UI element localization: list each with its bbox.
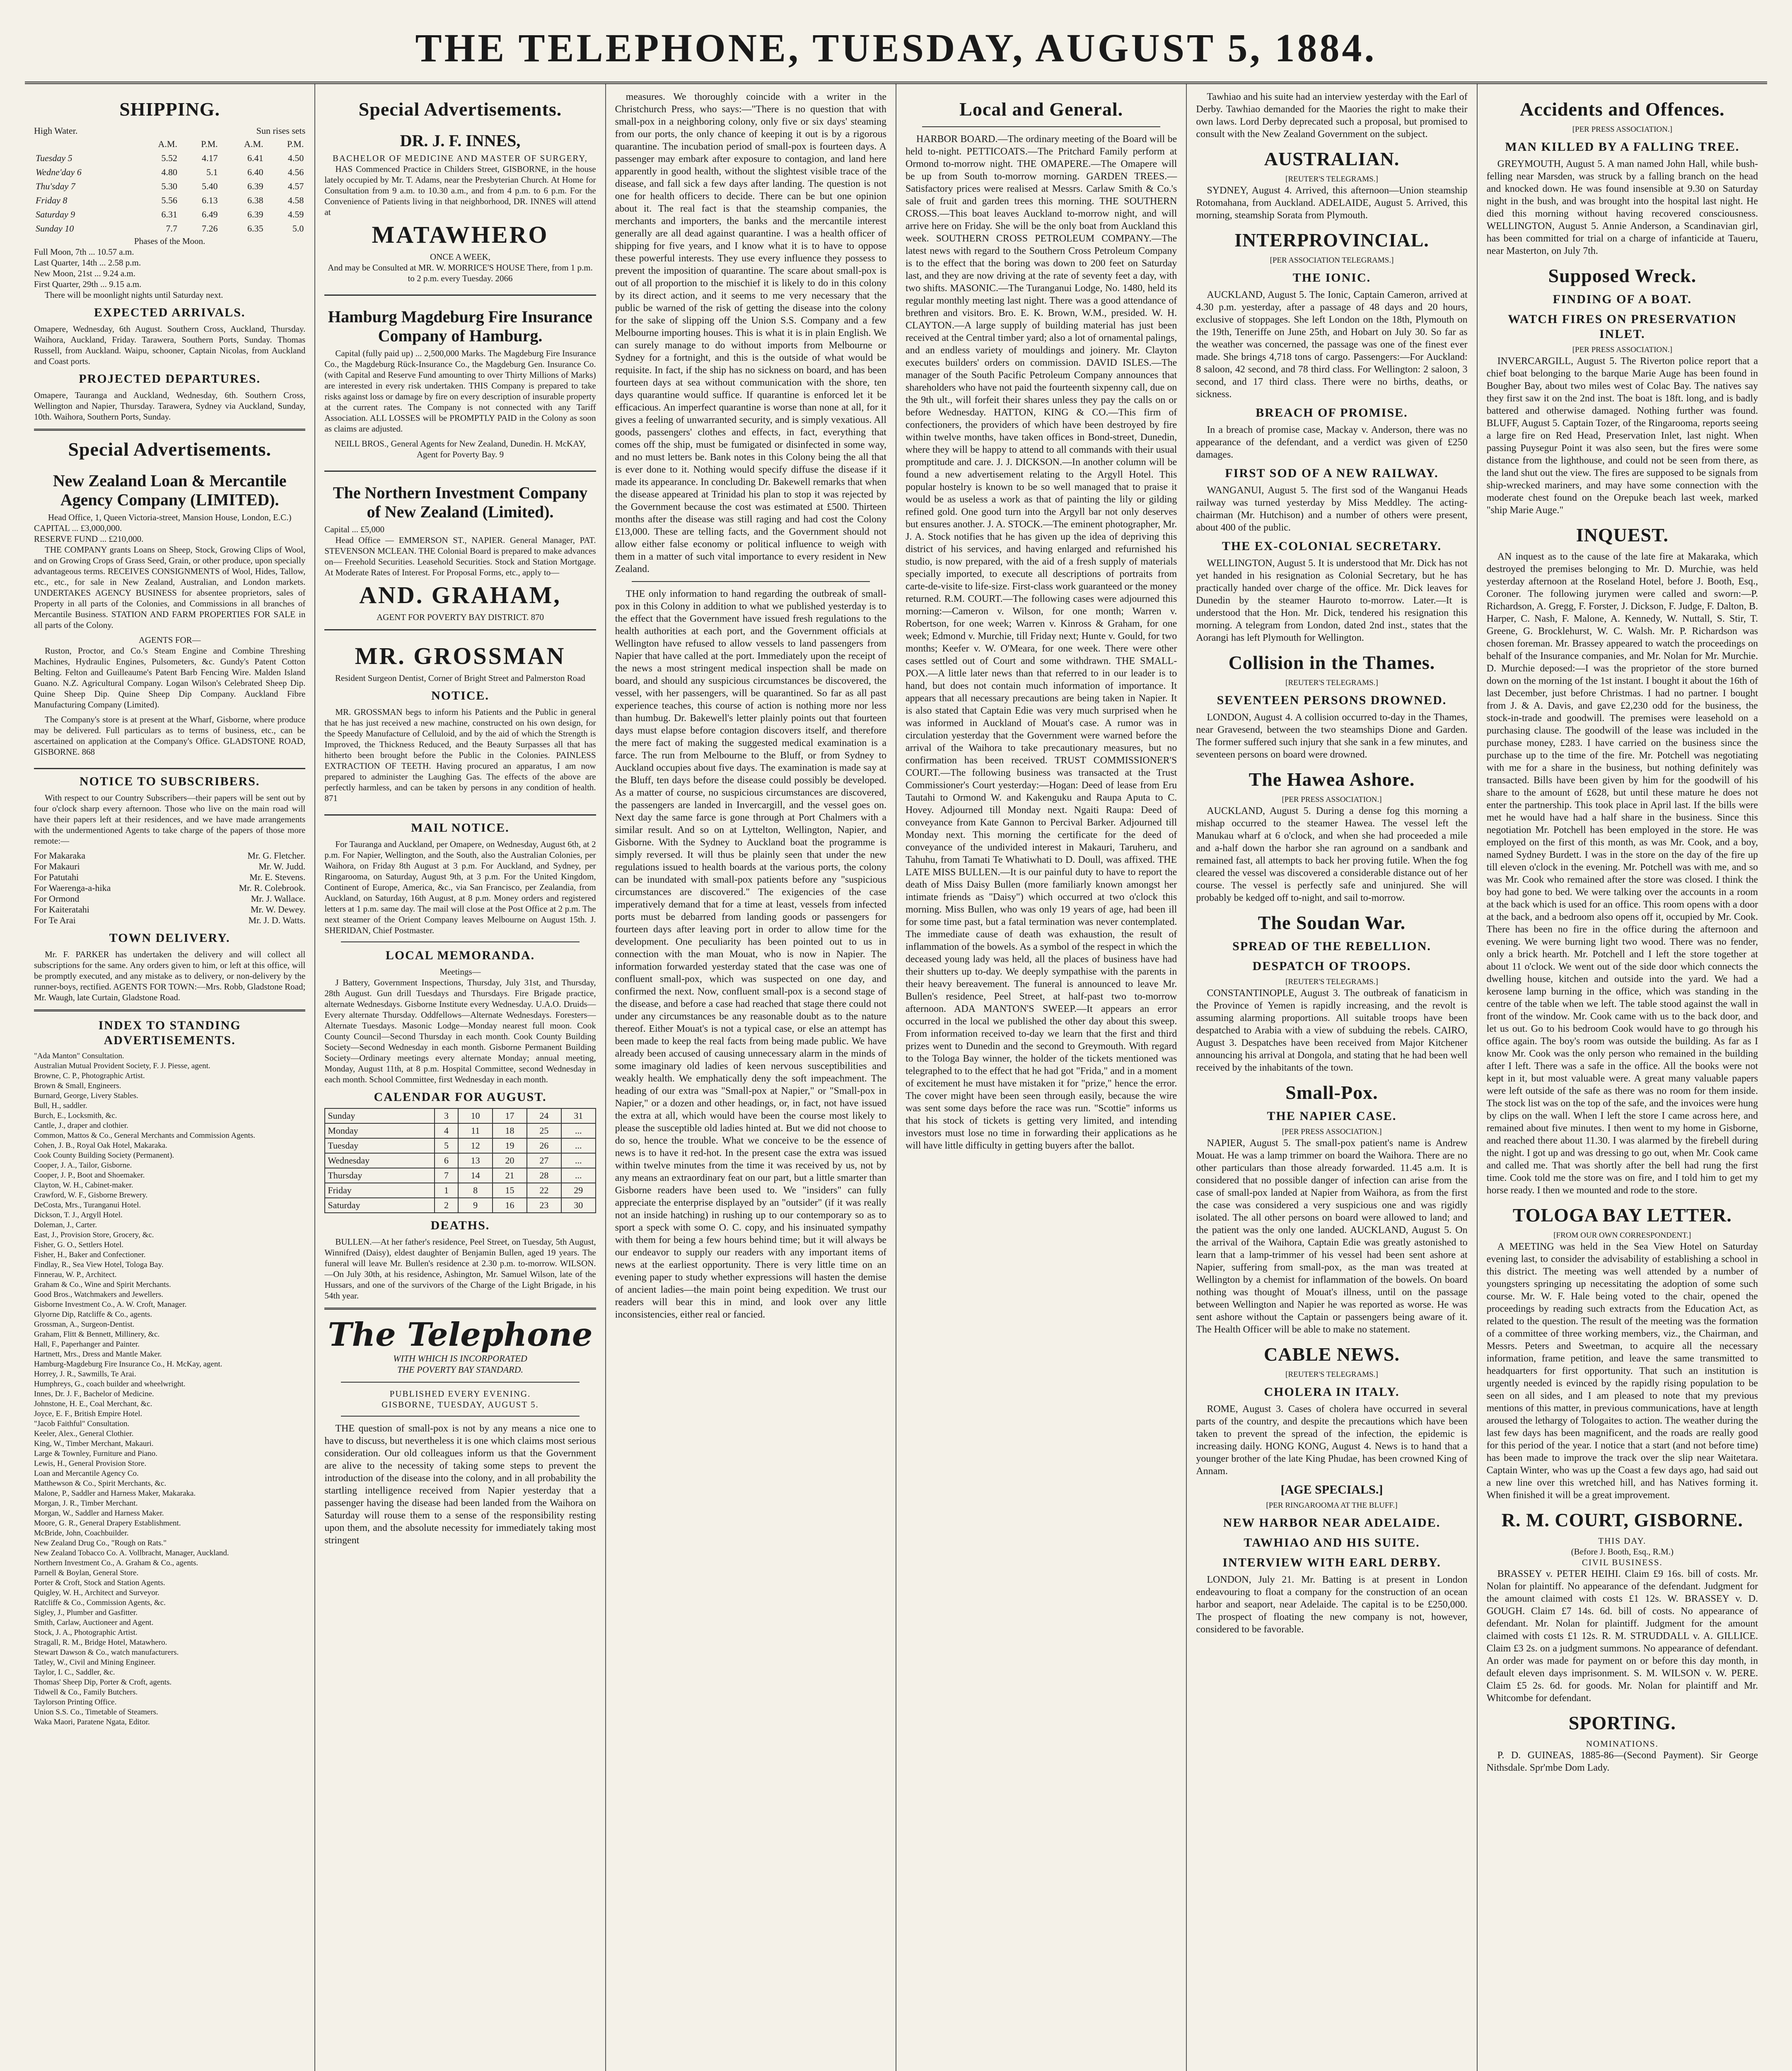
index-item: Tatley, W., Civil and Mining Engineer. bbox=[34, 1658, 156, 1667]
calendar-table bbox=[324, 1108, 596, 1213]
divider bbox=[341, 1416, 579, 1417]
advert-text: THE COMPANY grants Loans on Sheep, Stock, Growing Clips of Wool, and on Growing Crops of Grass Seed, Grain, or other produce, upon specially advantageous terms. RECEIVES CONSIGNMENTS of Wool, Hides, Tallow, etc., etc., for sale in New Zealand, Australian, and London markets. UNDERTAKES AGENCY BUSINESS for absentee proprietors, sales of Property in all parts of the Colonies, and Commissions in all branches of Mercantile Business. STATION AND FARM PROPERTIES FOR SALE in all parts of the Colony. bbox=[34, 545, 306, 630]
table-row: Saturday 2 9 16 23 30 bbox=[325, 1198, 595, 1213]
tide-heading-left: High Water. bbox=[34, 126, 78, 136]
source-line: [PER ASSOCIATION TELEGRAMS.] bbox=[1270, 256, 1394, 265]
index-item: Gisborne Investment Co., A. W. Croft, Manager. bbox=[34, 1300, 187, 1309]
index-item: Bull, H., saddler. bbox=[34, 1101, 87, 1110]
derby-heading: INTERVIEW WITH EARL DERBY. bbox=[1222, 1556, 1441, 1569]
table-row: Wedne'day 6 4.80 5.1 6.40 4.56 bbox=[36, 167, 304, 177]
intro-text: Tawhiao and his suite had an interview yesterday with the Earl of Derby. Tawhiao demanded for the Maories the right to make their own laws. Lord Derby deprecated such a proposal, but promised to consult with the New Zealand Government on the subject. bbox=[1196, 92, 1468, 140]
index-item: Grossman, A., Surgeon-Dentist. bbox=[34, 1320, 135, 1329]
source-line: [PER PRESS ASSOCIATION.] bbox=[1572, 345, 1672, 354]
advert-reserve: RESERVE FUND ... £210,000. bbox=[34, 534, 144, 544]
ionic-text: AUCKLAND, August 5. The Ionic, Captain Cameron, arrived at 4.30 p.m. yesterday, after a passage of 48 days and 20 hours, exclusive of stoppages. She left London on the 18th, Plymouth on the 19th, Teneriffe on June 25th, and Hobart on July 30. So far as the weather was concerned, the passage was one of the finest ever made. She brings 4,718 tons of cargo. Passengers:—For Auckland: 8 saloon, 42 second, and 78 third class. For Wellington: 2 saloon, 3 second, and 17 third class. There were no births, deaths, or sickness. bbox=[1196, 290, 1468, 400]
source-line: [REUTER'S TELEGRAMS.] bbox=[1285, 678, 1378, 687]
index-item: "Ada Manton" Consultation. bbox=[34, 1052, 124, 1060]
northern-investment-advert bbox=[324, 477, 596, 630]
man-killed-text: GREYMOUTH, August 5. A man named John Hall, while bush-felling near Marsden, was struck by a falling branch on the head and knocked down. He was found insensible at 9.30 on Saturday night in the bush, and was brought into the hospital last night. He died this morning without having recovered consciousness. WELLINGTON, August 5. Annie Anderson, a Scandinavian girl, has been committed for trial on a charge of infanticide at Taueru, near Masterton, on July 7th. bbox=[1486, 159, 1758, 256]
table-row: Friday 1 8 15 22 29 bbox=[325, 1183, 595, 1198]
town-delivery-text: Mr. F. PARKER has undertaken the delivery and will collect all subscriptions for the same. Any orders given to him, or left at this office, will be promptly executed, and any mistake as to delivery, or non-delivery by the runner-boys, rectified. AGENTS FOR TOWN:—Mrs. Robb, Gladstone Road; Mr. Waugh, late Curtain, Gladstone Road. bbox=[34, 949, 306, 1002]
index-item: Browne, C. P., Photographic Artist. bbox=[34, 1072, 145, 1080]
index-item: Horrey, J. R., Sawmills, Te Arai. bbox=[34, 1370, 136, 1378]
source-line: [PER PRESS ASSOCIATION.] bbox=[1282, 795, 1382, 804]
divider bbox=[341, 941, 579, 942]
moon-line: Full Moon, 7th ... 10.57 a.m. bbox=[34, 247, 134, 257]
age-specials-heading: [AGE SPECIALS.] bbox=[1280, 1483, 1383, 1497]
advert-subtitle: Resident Surgeon Dentist, Corner of Bright Street and Palmerston Road bbox=[335, 673, 585, 683]
source-line: [PER RINGAROOMA AT THE BLUFF.] bbox=[1266, 1501, 1398, 1510]
index-item: Matthewson & Co., Spirit Merchants, &c. bbox=[34, 1479, 167, 1488]
index-item: Crawford, W. F., Gisborne Brewery. bbox=[34, 1191, 148, 1200]
table-row: Thursday 7 14 21 28 ... bbox=[325, 1168, 595, 1183]
index-item: Cooper, J. P., Boot and Shoemaker. bbox=[34, 1171, 145, 1180]
rm-court-before: (Before J. Booth, Esq., R.M.) bbox=[1571, 1547, 1674, 1557]
index-item: Glyorne Dip, Ratcliffe & Co., agents. bbox=[34, 1310, 152, 1319]
tologa-heading: TOLOGA BAY LETTER. bbox=[1512, 1204, 1732, 1226]
index-item: Cook County Building Society (Permanent). bbox=[34, 1151, 174, 1160]
table-row: Wednesday 6 13 20 27 ... bbox=[325, 1153, 595, 1168]
table-row: Friday 8 5.56 6.13 6.38 4.58 bbox=[36, 195, 304, 205]
index-item: Thomas' Sheep Dip, Porter & Croft, agents. bbox=[34, 1678, 172, 1687]
index-item: King, W., Timber Merchant, Makauri. bbox=[34, 1439, 154, 1448]
index-item: DeCosta, Mrs., Turanganui Hotel. bbox=[34, 1201, 141, 1209]
index-item: Morgan, J. R., Timber Merchant. bbox=[34, 1499, 138, 1508]
advert-text: Head Office — EMMERSON ST., NAPIER. General Manager, PAT. STEVENSON MCLEAN. THE Colonial Board is prepared to make advances on— Freehold Securities. Leasehold Securities. Stock and Station Mortgage. At Moderate Rates of Interest. For Proposal Forms, etc., apply to— bbox=[324, 535, 596, 577]
index-item: Brown & Small, Engineers. bbox=[34, 1081, 121, 1090]
paper-title: The Telephone bbox=[328, 1316, 593, 1354]
paper-standard: THE POVERTY BAY STANDARD. bbox=[397, 1364, 523, 1375]
advert-title: Hamburg Magdeburg Fire Insurance Company of Hamburg. bbox=[328, 307, 593, 345]
wreck-heading: Supposed Wreck. bbox=[1548, 265, 1697, 286]
columns bbox=[25, 84, 1767, 2071]
thames-heading: Collision in the Thames. bbox=[1228, 652, 1435, 673]
cholera-heading: CHOLERA IN ITALY. bbox=[1264, 1385, 1400, 1399]
index-item: Hamburg-Magdeburg Fire Insurance Co., H. McKay, agent. bbox=[34, 1360, 222, 1369]
index-item: Moore, G. R., General Drapery Establishment. bbox=[34, 1519, 181, 1528]
calendar-heading: CALENDAR FOR AUGUST. bbox=[374, 1090, 547, 1104]
index-list bbox=[34, 1051, 305, 1727]
index-item: Lewis, H., General Provision Store. bbox=[34, 1459, 147, 1468]
divider bbox=[632, 581, 870, 582]
special-ads-heading: Special Advertisements. bbox=[68, 439, 271, 460]
index-item: Large & Townley, Furniture and Piano. bbox=[34, 1449, 158, 1458]
moon-line: Last Quarter, 14th ... 2.58 p.m. bbox=[34, 258, 141, 268]
wreck-subheading: FINDING OF A BOAT. bbox=[1553, 292, 1692, 306]
tide-heading-row bbox=[34, 125, 305, 137]
table-row: Tuesday 5 5.52 4.17 6.41 4.50 bbox=[36, 153, 304, 163]
index-item: McBride, John, Coachbuilder. bbox=[34, 1529, 129, 1538]
index-item: Hartnett, Mrs., Dress and Mantle Maker. bbox=[34, 1350, 162, 1359]
source-line: [FROM OUR OWN CORRESPONDENT.] bbox=[1553, 1231, 1691, 1240]
breach-text: In a breach of promise case, Mackay v. Anderson, there was no appearance of the defendant, and a verdict was given of £250 damages. bbox=[1196, 425, 1468, 460]
notice-heading: NOTICE. bbox=[431, 689, 489, 702]
sporting-heading: SPORTING. bbox=[1568, 1712, 1676, 1733]
smallpox-text: NAPIER, August 5. The small-pox patient's name is Andrew Mouat. He was a lamp trimmer on board the Waihora. There are no other particulars than those already forwarded. 11.45 a.m. It is considered that no possible danger of infection can arise from the case of small-pox landed at Napier from Waihora, as from the first the case was considered a very suspicious one and was rigidly isolated. The all other persons on board were allowed to land; and the patient was the only one landed. AUCKLAND, August 5. On the arrival of the Waihora, Captain Edie was greatly astonished to learn that a lamp-trimmer of his vessel had been sent ashore at Napier, suffering from small-pox, as the man was treated at Wellington by a chemist for inflammation of the bowels. On board nothing was thought of Mouat's illness, until on the passage between Wellington and Napier he was reported as worse. He was sent ashore without the Captain or passengers being aware of it. The Health Officer will be able to make no statement. bbox=[1196, 1138, 1468, 1335]
tologa-text: A MEETING was held in the Sea View Hotel on Saturday evening last, to consider the advisability of establishing a school in this district. The meeting was well attended by a number of youngsters springing up necessitating the adoption of some such course. Mr. W. F. Hale being voted to the chair, opened the proceedings by reading such extracts from the Education Act, as related to the question. The result of the meeting was the formation of a committee of three working members, viz., the Chairman, and Messrs. Peters and Sweetman, to acquire all the necessary information, frame petition, and leave the same transmitted to headquarters for first opportunity. That such an institution is urgently needed is evinced by the rapidly rising population to be seen on all sides, and I am pleased to note that my previous mentions of this matter, in previous communications, have at length aroused the lethargy of Tologaites to action. The weather during the last few days has been magnificent, and the roads are really good for this period of the year. I notice that a start (and not before time) has been made to improve the track over the slip near Waitetara. Captain Winter, who was up the Coast a few days ago, had said out a new line over this wretched hill, and has Natives forming it. When finished it will be a great improvement. bbox=[1486, 1241, 1758, 1501]
index-item: Loan and Mercantile Agency Co. bbox=[34, 1469, 139, 1478]
local-news-text: HARBOR BOARD.—The ordinary meeting of the Board will be held to-night. PETTICOATS.—The Pritchard Family perform at Ormond to-morrow night. THE OMAPERE.—The Omapere will be up from South to-morrow morning. GARDEN TREES.—Satisfactory prices were realised at Messrs. Carlaw Smith & Co.'s sale of fruit and garden trees this morning. THE SOUTHERN CROSS.—This boat leaves Auckland to-morrow night, and will arrive here on Friday. She will be the only boat from Auckland this week. SOUTHERN CROSS PETROLEUM COMPANY.—The latest news with regard to the Southern Cross Petroleum Company is to the effect that the boring was down to 200 feet on Saturday last, and they are now driving at the rate of seventy feet a day, with two shifts. MASONIC.—The Turanganui Lodge, No. 1480, held its regular monthly meeting last night. There was a good attendance of brethren and visitors. Bro. E. K. Brown, W.M., presided. W. H. CLAYTON.—A large supply of building material has just been received at the Central timber yard; also a lot of ornamental palings, and an endless variety of mouldings and joinery. Mr. Clayton executes builders' orders on commission. DAVID ISLES.—The manager of the South Pacific Petroleum Company announces that shareholders who have not paid the fourteenth sixpenny call, due on the 9th ult., will forfeit their shares unless they pay the calls on or before Wednesday. HATTON, KING & CO.—This firm of confectioners, the providers of which have been destroyed by fire within twelve months, have taken offices in Bond-street, Dunedin, where they will be happy to attend to all commands with their usual promptitude and care. J. J. DICKSON.—In another column will be found a new advertisement relating to the Argyll Hotel. This popular hostelry is known to be so well managed that to praise it would be as useless a work as that of painting the lily or gilding refined gold. One good turn into the Argyll bar not only deserves but ensures another. J. A. STOCK.—The eminent photographer, Mr. J. A. Stock notifies that he has given up the idea of depriving this district of his services, and having enlarged and refurnished his studio, is now prepared, with the aid of a fresh supply of materials specially imported, to execute all descriptions of portraits from carte-de-visite to life-size. First-class work guaranteed or the money returned. R.M. COURT.—The following cases were adjourned this morning:—Cameron v. Wilson, for one month; Warren v. Robertson, for one week; Warren v. Kinross & Graham, for one week; Edmond v. Murchie, till Friday next; Hunte v. Gould, for two months; Keefer v. W. O'Meara, for one week. There were other cases settled out of Court and some withdrawn. THE SMALL-POX.—A little later news than that referred to in our leader is to hand, but does not contain much information of importance. It appears that all necessary precautions are being taken in Napier. It is also stated that Captain Edie was very much surprised when he was informed in Auckland of Mouat's case. A rumor was in circulation yesterday that the Government were warned before the arrival of the Waihora to take precautionary measures, but no confirmation has been received. TRUST COMMISSIONER'S COURT.—The following business was transacted at the Trust Commissioner's Court yesterday:—Hogan: Deed of lease from Eru Tautahi to Ormond W. and Kakenguku and Raupa Aputa to C. Hovey. Adjourned till Monday next. Ngaiti Raupa: Deed of conveyance from Kate Gannon to Percival Barker. Adjourned till Monday next. This morning the certificate for the deed of conveyance of the undivided interest in Makauri, Taruheru, and Tahuhu, from Tamati Te Whatiwhati to D. Doull, was affixed. THE LATE MISS BULLEN.—It is our painful duty to have to report the death of Miss Daisy Bullen (more familiarly known amongst her intimate friends as "Daisy") which occurred at two o'clock this morning. Miss Bullen, who was only 19 years of age, had been ill for some time past, but a fatal termination was never contemplated. The immediate cause of death was exhaustion, the result of inflammation of the bowels. As a symbol of the respect in which the deceased young lady was held, all the places of business have had their shutters up to-day. We deeply sympathise with the parents in their heavy bereavement. The funeral is announced to leave Mr. Bullen's residence, Peel Street, at half-past two to-morrow afternoon. ADA MANTON'S SWEEP.—It appears an error occurred in the local we published the other day about this sweep. From information received to-day we learn that the first and third prizes went to Dunedin and the second to Greymouth. With regard to the Tologa Bay winner, the holder of the tickets mentioned was telegraphed to to the effect that he had got "Frida," and in a moment of excitement he must have mistaken it for "prize," hence the error. The cover might have been seen through easily, because the wire was sent some days before the race was run. "Scottie" informs us that his stock of tickets is getting very limited, and intending investors must lose no time in forwarding their applications as he will have little difficulty in getting buyers after the ballot. bbox=[905, 134, 1177, 1151]
index-item: New Zealand Drug Co., "Rough on Rats." bbox=[34, 1539, 167, 1547]
ionic-heading: THE IONIC. bbox=[1292, 271, 1371, 285]
soudan-text: CONSTANTINOPLE, August 3. The outbreak of fanaticism in the Province of Yemen is rapidly increasing, and the revolt is assuming alarming proportions. All suitable troops have been despatched to Arabia with a view of subduing the rebels. CAIRO, August 3. Despatches have been received from Major Kitchener announcing his arrival at Dongola, and stating that he had been well received by the inhabitants of the town. bbox=[1196, 988, 1468, 1073]
paper-incorporated: WITH WHICH IS INCORPORATED bbox=[393, 1353, 527, 1364]
accidents-heading: Accidents and Offences. bbox=[1520, 99, 1725, 120]
thames-text: LONDON, August 4. A collision occurred to-day in the Thames, near Gravesend, between the two steamships Dione and Garden. The former suffered such injury that she sank in a few minutes, and seventeen persons on board were drowned. bbox=[1196, 712, 1468, 760]
advert-capital: Capital ... £5,000 bbox=[324, 524, 384, 534]
index-item: Parnell & Boylan, General Store. bbox=[34, 1569, 139, 1577]
index-item: Findlay, R., Sea View Hotel, Tologa Bay. bbox=[34, 1260, 164, 1269]
table-row: Tuesday 5 12 19 26 ... bbox=[325, 1138, 595, 1153]
colonial-secretary-text: WELLINGTON, August 5. It is understood that Mr. Dick has not yet handed in his resignation as Colonial Secretary, but he has practically handed over charge of the office. Mr. Dick leaves for Dunedin by the steamer Hauroto to-morrow. Later.—It is understood that the Hon. Mr. Dick, tendered his resignation this morning. A telegram from London, dated 2nd inst., states that the Aorangi has left Plymouth for Wellington. bbox=[1196, 558, 1468, 643]
advert-agents-heading: AGENTS FOR— bbox=[138, 635, 201, 645]
advert-office: Head Office, 1, Queen Victoria-street, Mansion House, London, E.C.) bbox=[48, 512, 292, 522]
advert-agent-sub: AGENT FOR POVERTY BAY DISTRICT. 870 bbox=[376, 612, 544, 622]
table-row: Sunday 10 7.7 7.26 6.35 5.0 bbox=[36, 223, 304, 234]
soudan-subheading: DESPATCH OF TROOPS. bbox=[1252, 959, 1411, 973]
index-item: Stewart Dawson & Co., watch manufacturers. bbox=[34, 1648, 179, 1657]
index-item: Clayton, W. H., Cabinet-maker. bbox=[34, 1181, 133, 1190]
interprovincial-heading: INTERPROVINCIAL. bbox=[1234, 229, 1429, 251]
advert-title: DR. J. F. INNES, bbox=[400, 131, 521, 150]
mail-notice-text: For Tauranga and Auckland, per Omapere, on Wednesday, August 6th, at 2 p.m. For Napier, Wellington, and the South, also the Australian Colonies, per Waihora, on Friday 8th August at 3 p.m. For Auckland, and Sydney, per Ringarooma, on Saturday, August 9th, at 3 p.m. For the United Kingdom, Continent of Europe, America, &c., via San Francisco, per Zealandia, from Auckland, on Saturday, 16th August, at 8 p.m. Money orders and registered letters at 1 p.m. same day. The mail will close at the Post Office at 2 p.m. The next steamer of the Orient Company leaves Melbourne on August 15th. J. SHERIDAN, Chief Postmaster. bbox=[324, 839, 596, 935]
advert-title: MR. GROSSMAN bbox=[355, 642, 566, 669]
soudan-heading: The Soudan War. bbox=[1258, 912, 1406, 933]
wreck-text: INVERCARGILL, August 5. The Riverton police report that a chief boat belonging to the barque Marie Auge has been found in Bougher Bay, about two miles west of Colac Bay. The natives say they first saw it on the 2nd inst. The boat is 18ft. long, and is badly battered and otherwise damaged. Nothing further was found. BLUFF, August 5. Captain Tozer, of the Ringarooma, reports seeing a large fire on Red Head, Preservation Inlet, last night. When passing Puysegur Point it was also seen, but the fires were some distance from the lighthouse, and could not be seen from there, as the land shut out the view. The fires are supposed to be signals from ship-wrecked mariners, and may have some connection with the moderate chest found on the Orepuke beach last week, marked "ship Marie Auge." bbox=[1486, 356, 1758, 516]
advert-place: MATAWHERO bbox=[372, 221, 549, 248]
masthead: THE TELEPHONE, TUESDAY, AUGUST 5, 1884. bbox=[25, 17, 1767, 84]
index-item: Fisher, H., Baker and Confectioner. bbox=[34, 1250, 146, 1259]
column-6 bbox=[1478, 84, 1767, 2071]
leader-continued: measures. We thoroughly coincide with a writer in the Christchurch Press, who says:—"There is no question that with small-pox in a neighboring colony, only five or six days' steaming from our ports, the only chance of keeping it out is by a rigorous quarantine. The incubation period of small-pox is fourteen days. A passenger may embark after exposure to contagion, and land here apparently in good health, without the slightest visible trace of the disease, and fall sick a few days after landing. The question is not one for health officers to decide. There can be but one opinion about it. The real fact is that the steamship companies, the merchants and importers, the banks and the mercantile interest generally are all dead against quarantine. I was a health officer of shipping for five years, and I know what it is to have to oppose these powerful interests. They use every influence they possess to prevent the imposition of quarantine. The scare about small-pox is out of all proportion to the mischief it is likely to do in this colony by its direct action, and it seems to me very necessary that the public be warned of the risk of getting the disease into the colony for the sake of slipping off the Union S.S. Company and a few Melbourne importing houses. This is what it is in plain English. We can surely manage to do without imports from Melbourne or Sydney for a fortnight, and this is the outside of what would be requisite. In fact, if the ship has no sickness on board, and has been fourteen days at sea without communication with the shore, ten days quarantine would suffice. If quarantine is enforced let it be efficacious. An imperfect quarantine is worse than none at all, for it gives a feeling of unwarranted security, and is simply vexatious. All goods, passengers' clothes and effects, in fact, everything that comes off the ship, must be fumigated or disinfected in some way, and no must letters be. Bank notes in this Colony being the all that is ever done to it. Nothing would specify diffuse the disease if it made its appearance. In concluding Dr. Bakewell remarks that when the disease appeared at Trinidad his plan to stop it was rejected by the Government because the cost was estimated at £500. Thirteen months after the disease was still raging and had cost the Colony £13,000. These are telling facts, and the Government should not allow either false economy or political influence to weigh with them in a matter of such vital importance to every resident in New Zealand. bbox=[615, 92, 886, 574]
index-item: Fisher, G. O., Settlers Hotel. bbox=[34, 1241, 124, 1249]
tide-table bbox=[34, 137, 305, 236]
index-item: New Zealand Tobacco Co. A. Vollbracht, Manager, Auckland. bbox=[34, 1549, 229, 1557]
table-row: Monday 4 11 18 25 ... bbox=[325, 1123, 595, 1138]
smallpox-heading: Small-Pox. bbox=[1285, 1082, 1378, 1103]
inquest-heading: INQUEST. bbox=[1576, 524, 1669, 546]
index-item: Joyce, E. F., British Empire Hotel. bbox=[34, 1410, 142, 1418]
index-item: Smith, Carlaw, Auctioneer and Agent. bbox=[34, 1618, 154, 1627]
subscribers-text: With respect to our Country Subscribers—their papers will be sent out by four o'clock sharp every afternoon. Those who live on the main road will have their papers left at their residences, and we have made arrangements with the undermentioned Agents to take charge of the papers of those more remote:— bbox=[34, 793, 306, 846]
index-item: Innes, Dr. J. F., Bachelor of Medicine. bbox=[34, 1390, 154, 1398]
table-row: Sunday 3 10 17 24 31 bbox=[325, 1108, 595, 1123]
mail-notice-heading: MAIL NOTICE. bbox=[411, 821, 510, 835]
man-killed-heading: MAN KILLED BY A FALLING TREE. bbox=[1505, 140, 1740, 154]
local-general-heading: Local and General. bbox=[959, 99, 1123, 120]
rm-court-sub: THIS DAY. bbox=[1598, 1536, 1647, 1546]
index-item: Doleman, J., Carter. bbox=[34, 1221, 97, 1229]
advert-text: MR. GROSSMAN begs to inform his Patients and the Public in general that he has just received a new machine, constructed on his own design, for the Speedy Manufacture of Celluloid, and by the aid of which the Strength is Improved, the Thickness Reduced, and the Beauty Surpasses all that has hitherto been brought before the Public in the Colonies. PAINLESS EXTRACTION OF TEETH. Having procured an apparatus, I am now prepared to administer the Laughing Gas. The effects of the above are perfectly harmless, and can be taken by persons in any condition of health. 871 bbox=[324, 707, 596, 803]
moon-note: There will be moonlight nights until Saturday next. bbox=[45, 290, 223, 300]
grossman-advert bbox=[324, 635, 596, 816]
index-item: Taylor, I. C., Saddler, &c. bbox=[34, 1668, 115, 1677]
derby-text: LONDON, July 21. Mr. Batting is at present in London endeavouring to float a company for the construction of an ocean harbor and seaport, near Adelaide. The capital is to be £250,000. The prospect of floating the new company is not, however, considered to be favorable. bbox=[1196, 1574, 1468, 1635]
list-item: For Patutahi Mr. E. Stevens. bbox=[34, 872, 306, 882]
australian-text: SYDNEY, August 4. Arrived, this afternoon—Union steamship Rotomahana, from Auckland. ADELAIDE, August 5. Arrived, this morning, steamship Sorata from Plymouth. bbox=[1196, 185, 1468, 221]
hawea-text: AUCKLAND, August 5. During a dense fog this morning a mishap occurred to the steamer Hawea. The vessel left the Manukau wharf at 6 o'clock, and when she had proceeded a mile and a-half down the harbor she ran aground on a sandbank and remained fast, all attempts to back her proving futile. When the fog cleared the vessel was discovered a considerable distance out of her course. The vessel is perfectly safe and uninjured. She will probably be kedged off to-night, and sail to-morrow. bbox=[1196, 806, 1468, 903]
index-item: Finnerau, W. P., Architect. bbox=[34, 1270, 117, 1279]
town-delivery-heading: TOWN DELIVERY. bbox=[109, 931, 230, 945]
index-item: Northern Investment Co., A. Graham & Co., agents. bbox=[34, 1559, 198, 1567]
index-item: East, J., Provision Store, Grocery, &c. bbox=[34, 1231, 154, 1239]
projected-text: Omapere, Tauranga and Auckland, Wednesday, 6th. Southern Cross, Wellington and Napier, Thursday. Tarawera, Sydney via Auckland, Sunday, 10th. Waihora, Southern Ports, Sunday. bbox=[34, 390, 306, 422]
cholera-text: ROME, August 3. Cases of cholera have occurred in several parts of the country, and despite the precautions which have been taken to prevent the spread of the infection, the epidemic is increasing daily. HONG KONG, August 4. News is to hand that a younger brother of the late King Phudae, has been crowned King of Annam. bbox=[1196, 1404, 1468, 1477]
table-row: Saturday 9 6.31 6.49 6.39 4.59 bbox=[36, 209, 304, 220]
list-item: For Makauri Mr. W. Judd. bbox=[34, 861, 306, 871]
cable-news-heading: CABLE NEWS. bbox=[1263, 1344, 1400, 1365]
advert-title: The Northern Investment Company of New Zealand (Limited). bbox=[333, 483, 588, 521]
advert-capital: CAPITAL ... £3,000,000. bbox=[34, 523, 122, 533]
index-item: Graham & Co., Wine and Spirit Merchants. bbox=[34, 1280, 171, 1289]
expected-heading: EXPECTED ARRIVALS. bbox=[94, 306, 246, 319]
soudan-subheading: SPREAD OF THE REBELLION. bbox=[1232, 939, 1431, 953]
projected-heading: PROJECTED DEPARTURES. bbox=[79, 372, 261, 386]
harbor-heading: NEW HARBOR NEAR ADELAIDE. bbox=[1223, 1516, 1441, 1530]
dateline: GISBORNE, TUESDAY, AUGUST 5. bbox=[382, 1400, 539, 1410]
advert-footer: The Company's store is at present at the Wharf, Gisborne, where produce may be delivered. Full particulars as to terms of business, etc., can be ascertained on application at the Company's Office. GLADSTONE ROAD, GISBORNE. 868 bbox=[34, 714, 306, 757]
source-line: [REUTER'S TELEGRAMS.] bbox=[1285, 1370, 1378, 1379]
nominations-heading: NOMINATIONS. bbox=[1586, 1739, 1659, 1749]
civil-business: CIVIL BUSINESS. bbox=[1582, 1557, 1663, 1567]
hamburg-advert bbox=[324, 301, 596, 472]
meetings-heading: Meetings— bbox=[440, 967, 481, 977]
advert-subtitle: BACHELOR OF MEDICINE AND MASTER OF SURGERY, bbox=[333, 153, 588, 163]
source-line: [REUTER'S TELEGRAMS.] bbox=[1285, 978, 1378, 986]
colonial-secretary-heading: THE EX-COLONIAL SECRETARY. bbox=[1222, 539, 1442, 553]
index-item: Waka Maori, Paratene Ngata, Editor. bbox=[34, 1718, 150, 1726]
column-5 bbox=[1187, 84, 1477, 2071]
index-item: "Jacob Faithful" Consultation. bbox=[34, 1419, 130, 1428]
column-1 bbox=[25, 84, 315, 2071]
divider bbox=[324, 1308, 596, 1310]
table-row: Thu'sday 7 5.30 5.40 6.39 4.57 bbox=[36, 181, 304, 191]
thames-subheading: SEVENTEEN PERSONS DROWNED. bbox=[1217, 693, 1447, 707]
leader-article: THE question of small-pox is not by any means a nice one to have to discuss, but nevertheless it is one which claims most serious consideration. Our old colleagues inform us that the Government are alive to the necessity of taking some steps to prevent the introduction of the disease into the colony, and in all probability the startling intelligence received from Napier yesterday that a passenger having the disease had been landed from the Waihora on Saturday will rouse them to a sense of the responsibility resting upon them, and the absolute necessity for immediately taking most stringent bbox=[324, 1423, 596, 1546]
source-line: [PER PRESS ASSOCIATION.] bbox=[1572, 125, 1672, 134]
index-item: Stock, J. A., Photographic Artist. bbox=[34, 1628, 138, 1637]
index-item: Ratcliffe & Co., Commission Agents, &c. bbox=[34, 1598, 166, 1607]
divider bbox=[34, 1009, 305, 1011]
index-item: Cantle, J., draper and clothier. bbox=[34, 1121, 128, 1130]
index-item: Cohen, J. B., Royal Oak Hotel, Makaraka. bbox=[34, 1141, 167, 1150]
index-item: Burch, E., Locksmith, &c. bbox=[34, 1111, 117, 1120]
railway-text: WANGANUI, August 5. The first sod of the Wanganui Heads railway was turned yesterday by Miss Meddley. The acting-chairman (Mr. Hutchison) and a number of others were present, about 400 of the public. bbox=[1196, 485, 1468, 533]
moon-line: New Moon, 21st ... 9.24 a.m. bbox=[34, 268, 135, 278]
source-line: [PER PRESS ASSOCIATION.] bbox=[1282, 1127, 1382, 1136]
index-item: Good Bros., Watchmakers and Jewellers. bbox=[34, 1290, 164, 1299]
divider bbox=[922, 126, 1160, 127]
divider bbox=[341, 1382, 579, 1383]
index-item: Morgan, W., Saddler and Harness Maker. bbox=[34, 1509, 164, 1518]
tide-heading-right: Sun rises sets bbox=[256, 126, 306, 136]
index-item: Tidwell & Co., Family Butchers. bbox=[34, 1688, 138, 1697]
expected-text: Omapere, Wednesday, 6th August. Southern Cross, Auckland, Thursday. Waihora, Auckland, Friday. Tarawera, Southern Ports, Sunday. Thomas Russell, from Auckland. Waipu, schooner, Captain Nicolas, from Auckland and Coast ports. bbox=[34, 324, 306, 366]
advert-text: HAS Commenced Practice in Childers Street, GISBORNE, in the house lately occupied by Mr. T. Adams, near the Presbyterian Church. At Home for Consultation from 9 a.m. to 10.30 a.m., and from 4 p.m. to 6 p.m. For the Convenience of Patients living in that neighborhood, DR. INNES will attend at bbox=[324, 164, 596, 217]
breach-heading: BREACH OF PROMISE. bbox=[1256, 406, 1408, 420]
index-item: Johnstone, H. E., Coal Merchant, &c. bbox=[34, 1400, 152, 1408]
hawea-heading: The Hawea Ashore. bbox=[1249, 769, 1415, 790]
index-item: Stragall, R. M., Bridge Hotel, Matawhero. bbox=[34, 1638, 167, 1647]
index-item: Cooper, J. A., Tailor, Gisborne. bbox=[34, 1161, 132, 1170]
advert-agent-name: AND. GRAHAM, bbox=[359, 582, 561, 608]
index-item: Humphreys, G., coach builder and wheelwright. bbox=[34, 1380, 186, 1388]
moon-line: First Quarter, 29th ... 9.15 a.m. bbox=[34, 279, 142, 289]
wreck-subheading: WATCH FIRES ON PRESERVATION INLET. bbox=[1508, 312, 1737, 341]
advert-text: Capital (fully paid up) ... 2,500,000 Marks. The Magdeburg Fire Insurance Co., the Magdeburg Rück-Insurance Co., the Magdeburg Gen. Insurance Co. (with Capital and Reserve Fund amounting to over Thirty Millions of Marks) are interested in every risk undertaken. THIS Company is prepared to take risks against loss or damage by fire on every description of insurable property at the current rates. The Company is not connected with any Tariff Association. ALL LOSSES will be PROMPTLY PAID in the Colony as soon as claims are adjusted. bbox=[324, 348, 596, 434]
index-item: Common, Mattos & Co., General Merchants and Commission Agents. bbox=[34, 1131, 256, 1140]
column-4 bbox=[896, 84, 1187, 2071]
innes-advert bbox=[324, 125, 596, 296]
list-item: For Kaiteratahi Mr. W. Dewey. bbox=[34, 904, 306, 915]
leader-second: THE only information to hand regarding the outbreak of small-pox in this Colony in addition to what we published yesterday is to the effect that the Government have issued fresh regulations to the health authorities at each port, and the Government officials at Wellington have refused to allow vessels to land passengers from Napier that have called at the port. Immediately upon the receipt of the news a most stringent medical inspection shall be made on board, and should any suspicious circumstances be discovered, the vessel, with her passengers, will be quarantined. So far as all past experience teaches, this course of action is nothing more nor less than humbug. Dr. Bakewell's letter plainly points out that fourteen days must elapse before contagion discovers itself, and therefore the mere fact of making the suggested medical examination is a farce. The run from Melbourne to the Bluff, or from Sydney to Auckland occupies about five days. The examination is made say at the Bluff, ten days before the disease could possibly be developed. As a matter of course, no suspicious circumstances are discovered, the passengers are landed in Invercargill, and the vessel goes on. Next day the same farce is gone through at Port Chalmers with a similar result. And so on at Lyttelton, Wellington, Napier, and Gisborne. With the Sydney to Auckland boat the programme is simply reversed. It will thus be plainly seen that under the new regulations issued to health boards at the various ports, the colony can be inundated with small-pox patients before any "suspicious circumstances are discovered." The exigencies of the case imperatively demand that for a time at least, vessels from infected ports must be debarred from landing goods or passengers for fourteen days after leaving port in order to allow time for the development. One peculiarity has been pointed out to us in connection with the man Mouat, who is now in Napier. The information forwarded yesterday stated that the case was one of confluent small-pox, which was suspected on one day, and confirmed the next. Now, confluent small-pox is a second stage of the disease, and before a case had reached that stage there could not under any circumstances be any reasonable doubt as to the nature thereof. Either Mouat's is not a typical case, or else an attempt has been made to keep the real facts from being made public. We have already been accused of causing unnecessary alarm in the minds of some imaginary old ladies of keen nervous susceptibilities and weakly health. We emphatically deny the soft impeachment. The heading of our extra was "Small-pox at Napier," or "Small-pox in Napier," or a dozen and other headings, or, in fact, not have issued the extra at all, which would have been the course most likely to please the susceptible old ladies hinted at. But we did not choose to do so, hence the trouble. What we conceive to be the essence of news is to have it red-hot. In the present case the extra was issued within twelve minutes from the time it was received by us, not by any means an extraordinary feat on our part, but a little smarter than Gisborne readers have been used to. We "insiders" can fully appreciate the enterprise displayed by an "outsider" (if it was really not an inside hatching) in rushing up to our contemporary so as to sport a speck with some O. C. copy, and his insinuated sympathy with them for being a few hours behind time; but it will always be our endeavor to supply our readers with any important items of news at the earliest opportunity. There is very little time on an evening paper to study whether expressions will hasten the demise of ancient ladies—the main point being expedition. We trust our readers will bear this in mind, and look over any little inconsistencies, either real or fancied. bbox=[615, 589, 886, 1320]
rm-court-text: BRASSEY v. PETER HEIHI. Claim £9 16s. bill of costs. Mr. Nolan for plaintiff. No appearance of the defendant. Judgment for the amount claimed with costs £1 12s. W. BRASSEY v. D. GOUGH. Claim £7 14s. 6d. bill of costs. No appearance of defendant. Mr. Nolan for plaintiff. Judgment for the amount claimed with costs £1 12s. R. M. STRUDDALL v. A. GILLICE. Claim £3 2s. on a judgment summons. No appearance of defendant. An order was made for payment on or before this day month, in default eleven days imprisonment. S. M. WILSON v. W. PERE. Claim £5 2s. 6d. for goods. Mr. Nolan for plaintiff and Mr. Whitcombe for defendant. bbox=[1486, 1569, 1758, 1704]
advert-agents-text: Ruston, Proctor, and Co.'s Steam Engine and Combine Threshing Machines, Hydraulic Engines, Pulsometers, &c. Gundy's Patent Cotton Belting. Felton and Guilleaume's Patent Barb Fencing Wire. Malden Island Guano. N.Z. Agricultural Company. Logan Wilson's Celebrated Sheep Dip. Quine Sheep Dip. Quine Sheep Dip Company. Auckland Fibre Manufacturing Company (Limited). bbox=[34, 646, 306, 710]
divider bbox=[34, 429, 305, 431]
advert-title: New Zealand Loan & Mercantile Agency Company (LIMITED). bbox=[53, 471, 287, 509]
index-item: Dickson, T. J., Argyll Hotel. bbox=[34, 1211, 123, 1219]
index-item: Porter & Croft, Stock and Station Agents. bbox=[34, 1579, 165, 1587]
published-line: PUBLISHED EVERY EVENING. bbox=[389, 1389, 531, 1399]
table-row: A.M. P.M. A.M. P.M. bbox=[158, 139, 304, 149]
list-item: For Makaraka Mr. G. Fletcher. bbox=[34, 850, 306, 861]
moon-heading: Phases of the Moon. bbox=[134, 236, 205, 246]
index-item: Keeler, Alex., General Clothier. bbox=[34, 1429, 134, 1438]
index-heading: INDEX TO STANDING ADVERTISEMENTS. bbox=[98, 1019, 241, 1047]
advert-signature: NEILL BROS., General Agents for New Zealand, Dunedin. H. McKAY, Agent for Poverty Bay. 9 bbox=[334, 439, 586, 459]
memoranda-heading: LOCAL MEMORANDA. bbox=[385, 949, 535, 962]
source-line: [REUTER'S TELEGRAMS.] bbox=[1285, 175, 1378, 183]
sporting-text: P. D. GUINEAS, 1885-86—(Second Payment). Sir George Nithsdale. Spr'mbe Dom Lady. bbox=[1486, 1750, 1758, 1773]
column-3 bbox=[606, 84, 896, 2071]
tawhiao-heading: TAWHIAO AND HIS SUITE. bbox=[1244, 1536, 1420, 1550]
memoranda-text: J Battery, Government Inspections, Thursday, July 31st, and Thursday, 28th August. Gun drill Tuesdays and Thursdays. Fire Brigade practice, alternate Wednesdays. Gisborne Institute every Wednesday. U.A.O. Druids—Every alternate Thursday. Oddfellows—Alternate Wednesdays. Foresters—Alternate Tuesdays. Masonic Lodge—Monday nearest full moon. Cook County Council—Second Thursday in each month. Cook County Building Society—Second Wednesday in each month. Gisborne Permanent Building Society—Ordinary meetings every alternate Monday; annual meeting, Monday, August 11th, at 8 p.m. Hospital Committee, second Wednesday in each month. School Committee, first Wednesday in each month. bbox=[324, 978, 596, 1084]
index-item: Graham, Flitt & Bennett, Millinery, &c. bbox=[34, 1330, 160, 1339]
subscribers-heading: NOTICE TO SUBSCRIBERS. bbox=[79, 775, 260, 788]
australian-heading: AUSTRALIAN. bbox=[1264, 148, 1400, 169]
nz-loan-advert bbox=[34, 465, 305, 769]
deaths-heading: DEATHS. bbox=[430, 1219, 490, 1232]
list-item: For Te Arai Mr. J. D. Watts. bbox=[34, 915, 306, 925]
smallpox-subheading: THE NAPIER CASE. bbox=[1267, 1109, 1397, 1123]
index-item: Taylorson Printing Office. bbox=[34, 1698, 117, 1707]
column-2 bbox=[315, 84, 606, 2071]
index-item: Australian Mutual Provident Society, F. J. Piesse, agent. bbox=[34, 1062, 210, 1070]
index-item: Burnard, George, Livery Stables. bbox=[34, 1091, 138, 1100]
deaths-text: BULLEN.—At her father's residence, Peel Street, on Tuesday, 5th August, Winnifred (Daisy), eldest daughter of Benjamin Bullen, aged 19 years. The funeral will leave Mr. Bullen's residence at 2.30 p.m. to-morrow. WILSON.—On July 30th, at his residence, Ashington, Mr. Samuel Wilson, late of the Hussars, and one of the survivors of the Charge of the Light Brigade, in his 54th year. bbox=[324, 1237, 596, 1301]
index-item: Quigley, W. H., Architect and Surveyor. bbox=[34, 1588, 159, 1597]
index-item: Hall, F., Paperhanger and Painter. bbox=[34, 1340, 140, 1349]
advert-frequency: ONCE A WEEK, bbox=[430, 252, 490, 262]
index-item: Sigley, J., Plumber and Gasfitter. bbox=[34, 1608, 138, 1617]
shipping-heading: SHIPPING. bbox=[119, 99, 220, 120]
inquest-text: AN inquest as to the cause of the late fire at Makaraka, which destroyed the premises belonging to Mr. D. Murchie, was held yesterday afternoon at the Roseland Hotel, before J. Booth, Esq., Coroner. The following jurymen were called and sworn:—P. Richardson, A. Gregg, F. Forster, J. Dickson, F. Judge, F. Dalton, B. Harper, C. Nash, F. Malone, A. Kennedy, W. Nuttall, S. Stir, T. Greene, G. Brocklehurst, W. C. Walsh. Mr. P. Richardson was chosen foreman. Mr. Brassey appeared to watch the proceedings on behalf of the Insurance companies, and Mr. Nolan for Mr. Murchie. D. Murchie deposed:—I was the proprietor of the store burned down on the morning of the 1st instant. I bought it about the 16th of last December, just before Christmas. I had no partner. I bought from J. & A. Davis, and gave £2,230 odd for the business, the stock-in-trade and goodwill. The premises were leasehold on a purchasing clause. The goodwill of the lease was included in the purchase money, £283. I have carried on the business since the purchase up to the time of the fire. Mr. Potchell was negotiating with me for a share in the business, but nothing definitely was transacted. Bills have been given by him for the goodwill of his share to the amount of £628, but until these mature he does not enter the partnership. This took place in April last. If the bills were met he would have had a half share in the business. Since this negotiation Mr. Potchell has been employed in the store. He was employed on the first of this month, as was Mr. Cook, and a boy, named Sydney Burdett. I was in the store on the day of the fire up till eleven o'clock in the evening. Mr. Potchell was with me, and so was Mr. Cook who remained after the store was closed. I think the boy had gone to bed. We were talking over the accounts in a room at the back which is used for an office. This room opens with a door at the back, and a bedroom also opens off it, occupied by Mr. Cook. There has been no fire in the office during the afternoon and evening. We were burning light two wood. There was no fender, only a brick hearth. Mr. Potchell and I left the store together at about 11 o'clock. We went out of the side door which connects the dwelling house, kitchen and outside into the yard. We had a kerosene lamp burning in the office, which was standing in the centre of the table when we left. The table stood against the wall in front of the window. Mr. Cook came with us to the back door, and let us out. Go to his bedroom Cook would have to go through his office again. The boy's room was outside the building. As far as I know Mr. Cook was the only person who remained in the building after I left. There was a safe in the office. All the books were not kept in it, but most valuable were. A great many valuable papers were left outside of the safe as there was no room for them inside. The stock list was on the top of the safe, and the invoices were hung by clips on the wall. When I left the store I came across here, and remained about five minutes. I then went to my home in Gisborne, and reached there about 11.30. I was alarmed by the firebell during the night. I got up and was dressing to go out, when Mr. Cook came and called me. That was shortly after the bell had rung the first time. Cook told me the store was on fire, and I told him to get my horse ready. I then we mounted and rode to the store. bbox=[1486, 551, 1758, 1196]
list-item: For Ormond Mr. J. Wallace. bbox=[34, 893, 306, 904]
index-item: Malone, P., Saddler and Harness Maker, Makaraka. bbox=[34, 1489, 196, 1498]
list-item: For Waerenga-a-hika Mr. R. Colebrook. bbox=[34, 883, 306, 893]
index-item: Union S.S. Co., Timetable of Steamers. bbox=[34, 1708, 158, 1716]
railway-heading: FIRST SOD OF A NEW RAILWAY. bbox=[1225, 466, 1439, 480]
advert-text: And may be Consulted at MR. W. MORRICE'S HOUSE There, from 1 p.m. to 2 p.m. every Tuesday. 2066 bbox=[328, 263, 593, 283]
special-ads-heading: Special Advertisements. bbox=[358, 99, 562, 120]
rm-court-heading: R. M. COURT, GISBORNE. bbox=[1501, 1509, 1743, 1530]
